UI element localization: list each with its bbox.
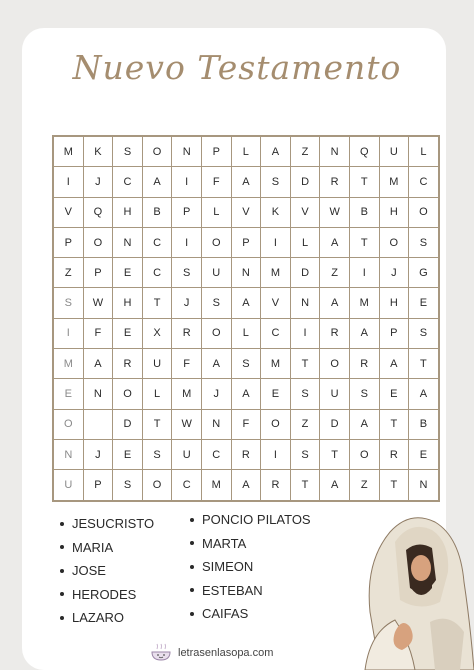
grid-cell: N	[84, 379, 113, 408]
grid-cell: Q	[350, 137, 379, 166]
grid-cell: N	[409, 470, 438, 499]
grid-cell: P	[232, 228, 261, 257]
grid-cell: O	[113, 379, 142, 408]
grid-cell: N	[202, 410, 231, 439]
grid-cell: R	[113, 349, 142, 378]
grid-cell: F	[172, 349, 201, 378]
grid-cell: L	[202, 198, 231, 227]
grid-cell: J	[202, 379, 231, 408]
bullet-icon	[60, 545, 64, 549]
grid-cell: C	[409, 167, 438, 196]
bullet-icon	[60, 616, 64, 620]
grid-cell: C	[143, 228, 172, 257]
grid-cell: A	[84, 349, 113, 378]
grid-cell	[84, 410, 113, 439]
grid-cell: A	[320, 470, 349, 499]
site-url[interactable]: letrasenlasopa.com	[178, 647, 274, 659]
grid-cell: K	[84, 137, 113, 166]
grid-cell: A	[232, 470, 261, 499]
grid-cell: A	[380, 349, 409, 378]
grid-cell: C	[202, 440, 231, 469]
grid-cell: U	[172, 440, 201, 469]
grid-cell: E	[113, 258, 142, 287]
grid-cell: T	[143, 288, 172, 317]
grid-cell: O	[350, 440, 379, 469]
bullet-icon	[190, 588, 194, 592]
grid-cell: C	[172, 470, 201, 499]
grid-cell: O	[409, 198, 438, 227]
bullet-icon	[190, 518, 194, 522]
grid-cell: H	[380, 198, 409, 227]
grid-cell: A	[350, 410, 379, 439]
grid-cell: Z	[291, 410, 320, 439]
grid-cell: D	[113, 410, 142, 439]
grid-cell: E	[113, 440, 142, 469]
letter-grid	[52, 135, 440, 502]
grid-cell: T	[350, 228, 379, 257]
bullet-icon	[190, 612, 194, 616]
grid-cell: A	[202, 349, 231, 378]
grid-cell: O	[143, 470, 172, 499]
grid-cell: D	[291, 258, 320, 287]
grid-cell: S	[172, 258, 201, 287]
grid-cell: R	[350, 349, 379, 378]
bullet-icon	[190, 541, 194, 545]
grid-cell: S	[143, 440, 172, 469]
grid-cell: A	[320, 288, 349, 317]
grid-cell: E	[54, 379, 83, 408]
grid-cell: U	[320, 379, 349, 408]
word-item	[60, 606, 210, 630]
grid-cell: T	[143, 410, 172, 439]
word-label: HERODES	[72, 586, 137, 602]
grid-cell: M	[172, 379, 201, 408]
grid-cell: H	[113, 198, 142, 227]
grid-cell: J	[84, 440, 113, 469]
grid-cell: B	[409, 410, 438, 439]
grid-cell: M	[261, 258, 290, 287]
grid-cell: B	[143, 198, 172, 227]
grid-cell: F	[202, 167, 231, 196]
grid-cell: A	[350, 319, 379, 348]
grid-cell: U	[202, 258, 231, 287]
grid-cell: C	[261, 319, 290, 348]
word-item	[190, 508, 340, 532]
word-label: MARIA	[72, 539, 114, 555]
grid-cell: E	[409, 288, 438, 317]
grid-cell: F	[232, 410, 261, 439]
grid-cell: M	[380, 167, 409, 196]
site-footer	[150, 640, 325, 666]
grid-cell: E	[409, 440, 438, 469]
page-title: Nuevo Testamento	[72, 48, 402, 87]
grid-cell: R	[232, 440, 261, 469]
grid-cell: E	[380, 379, 409, 408]
grid-cell: S	[113, 470, 142, 499]
grid-cell: S	[232, 349, 261, 378]
word-label: SIMEON	[202, 559, 254, 575]
grid-cell: O	[202, 228, 231, 257]
grid-cell: I	[172, 228, 201, 257]
word-item	[190, 532, 340, 556]
grid-cell: N	[113, 228, 142, 257]
grid-cell: Z	[350, 470, 379, 499]
grid-cell: U	[143, 349, 172, 378]
grid-cell: R	[380, 440, 409, 469]
grid-cell: U	[54, 470, 83, 499]
word-label: JOSE	[72, 563, 106, 579]
grid-cell: P	[202, 137, 231, 166]
grid-cell: N	[232, 258, 261, 287]
grid-cell: N	[320, 137, 349, 166]
grid-cell: I	[172, 167, 201, 196]
grid-cell: V	[54, 198, 83, 227]
grid-cell: N	[172, 137, 201, 166]
grid-cell: O	[202, 319, 231, 348]
soup-bowl-icon	[150, 643, 172, 663]
grid-cell: V	[291, 198, 320, 227]
grid-cell: U	[380, 137, 409, 166]
grid-cell: M	[54, 137, 83, 166]
grid-cell: R	[172, 319, 201, 348]
word-item	[190, 579, 340, 603]
grid-cell: P	[84, 258, 113, 287]
grid-cell: L	[409, 137, 438, 166]
grid-cell: W	[84, 288, 113, 317]
word-label: CAIFAS	[202, 606, 249, 622]
grid-cell: A	[261, 137, 290, 166]
word-item	[190, 555, 340, 579]
grid-cell: O	[380, 228, 409, 257]
grid-cell: C	[143, 258, 172, 287]
grid-cell: L	[232, 137, 261, 166]
grid-cell: E	[261, 379, 290, 408]
bullet-icon	[190, 565, 194, 569]
grid-cell: G	[409, 258, 438, 287]
grid-cell: A	[409, 379, 438, 408]
grid-cell: T	[291, 349, 320, 378]
word-item	[190, 602, 340, 626]
grid-cell: L	[232, 319, 261, 348]
grid-cell: I	[54, 167, 83, 196]
grid-cell: H	[113, 288, 142, 317]
grid-cell: T	[350, 167, 379, 196]
grid-cell: N	[291, 288, 320, 317]
grid-cell: H	[380, 288, 409, 317]
bullet-icon	[60, 592, 64, 596]
grid-cell: M	[54, 349, 83, 378]
grid-cell: S	[409, 228, 438, 257]
grid-cell: T	[291, 470, 320, 499]
word-label: PONCIO PILATOS	[202, 512, 311, 528]
grid-cell: I	[54, 319, 83, 348]
grid-cell: P	[84, 470, 113, 499]
grid-cell: R	[320, 167, 349, 196]
grid-cell: S	[54, 288, 83, 317]
grid-cell: I	[261, 228, 290, 257]
grid-cell: W	[320, 198, 349, 227]
grid-cell: T	[320, 440, 349, 469]
grid-cell: O	[84, 228, 113, 257]
grid-cell: T	[409, 349, 438, 378]
grid-cell: R	[320, 319, 349, 348]
grid-cell: D	[320, 410, 349, 439]
grid-cell: S	[291, 379, 320, 408]
grid-cell: A	[143, 167, 172, 196]
grid-cell: A	[232, 379, 261, 408]
grid-cell: R	[261, 470, 290, 499]
grid-cell: P	[54, 228, 83, 257]
grid-cell: S	[291, 440, 320, 469]
grid-cell: W	[172, 410, 201, 439]
word-item	[60, 559, 210, 583]
grid-cell: S	[409, 319, 438, 348]
grid-cell: M	[202, 470, 231, 499]
word-label: MARTA	[202, 535, 247, 551]
grid-cell: V	[261, 288, 290, 317]
grid-cell: O	[261, 410, 290, 439]
grid-cell: Z	[54, 258, 83, 287]
grid-cell: I	[291, 319, 320, 348]
grid-cell: I	[350, 258, 379, 287]
grid-cell: L	[291, 228, 320, 257]
grid-cell: A	[232, 288, 261, 317]
grid-cell: I	[261, 440, 290, 469]
grid-cell: O	[54, 410, 83, 439]
grid-cell: A	[232, 167, 261, 196]
grid-cell: T	[380, 410, 409, 439]
grid-cell: J	[172, 288, 201, 317]
grid-cell: N	[54, 440, 83, 469]
grid-cell: A	[320, 228, 349, 257]
grid-cell: V	[232, 198, 261, 227]
grid-cell: M	[350, 288, 379, 317]
grid-cell: E	[113, 319, 142, 348]
grid-cell: Q	[84, 198, 113, 227]
grid-cell: M	[261, 349, 290, 378]
grid-cell: P	[172, 198, 201, 227]
bullet-icon	[60, 569, 64, 573]
grid-cell: O	[320, 349, 349, 378]
grid-cell: F	[84, 319, 113, 348]
grid-cell: X	[143, 319, 172, 348]
jesus-illustration	[340, 492, 474, 670]
grid-cell: B	[350, 198, 379, 227]
grid-cell: S	[113, 137, 142, 166]
grid-cell: Z	[320, 258, 349, 287]
word-label: ESTEBAN	[202, 582, 263, 598]
grid-cell: S	[350, 379, 379, 408]
word-item	[60, 512, 210, 536]
grid-cell: T	[380, 470, 409, 499]
grid-cell: P	[380, 319, 409, 348]
word-label: JESUCRISTO	[72, 516, 155, 532]
grid-cell: O	[143, 137, 172, 166]
grid-cell: J	[84, 167, 113, 196]
grid-cell: K	[261, 198, 290, 227]
grid-cell: J	[380, 258, 409, 287]
word-list-right	[190, 508, 340, 626]
grid-cell: Z	[291, 137, 320, 166]
grid-cell: S	[202, 288, 231, 317]
word-item	[60, 583, 210, 607]
bullet-icon	[60, 522, 64, 526]
grid-cell: L	[143, 379, 172, 408]
grid-cell: D	[291, 167, 320, 196]
grid-cell: S	[261, 167, 290, 196]
word-item	[60, 536, 210, 560]
word-list-left	[60, 512, 210, 630]
grid-cell: C	[113, 167, 142, 196]
word-label: LAZARO	[72, 610, 125, 626]
